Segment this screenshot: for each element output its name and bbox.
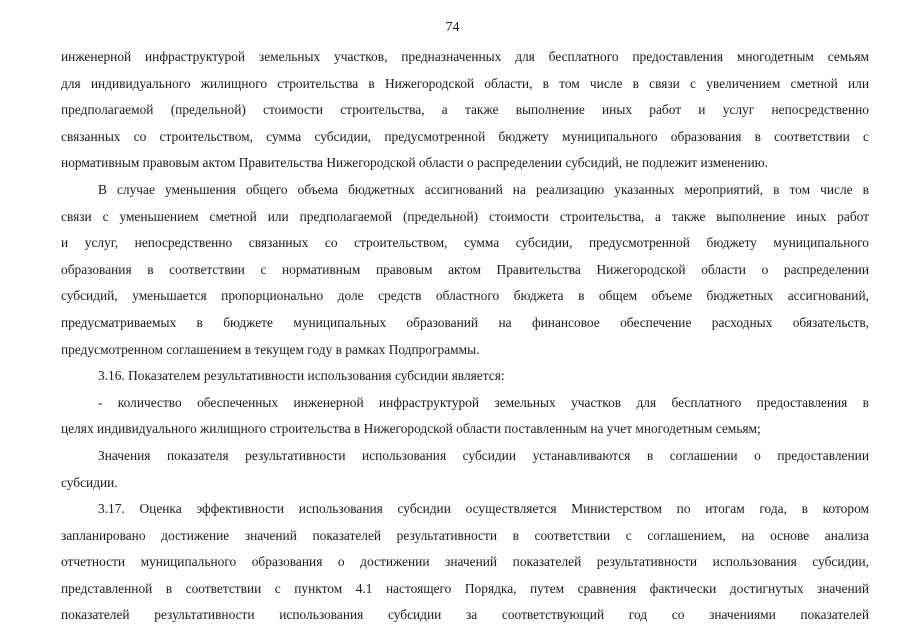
text-line: 3.17. Оценка эффективности использования субсидии осуществляется Министерством по итогам года, в котором: [98, 501, 869, 517]
page-number: 74: [445, 20, 460, 35]
text-line: нормативным правовым актом Правительства Нижегородской области о распределении субсидий, не подлежит изменению.: [61, 155, 768, 171]
text-line: 3.16. Показателем результативности использования субсидии является:: [98, 368, 505, 384]
text-line: запланировано достижение значений показателей результативности в соответствии с соглашением, на основе анализа: [61, 527, 869, 543]
text-line: инженерной инфраструктурой земельных участков, предназначенных для бесплатного предоставления многодетным семьям: [61, 49, 869, 64]
text-line: связи с уменьшением сметной или предполагаемой (предельной) стоимости строительства, а также выполнение иных работ: [61, 208, 869, 224]
text-line: предполагаемой (предельной) стоимости строительства, а также выполнение иных работ и услуг непосредственно: [61, 102, 869, 118]
text-line: В случае уменьшения общего объема бюджетных ассигнований на реализацию указанных мероприятий, в том числе в: [98, 181, 869, 197]
text-line: представленной в соответствии с пунктом 4.1 настоящего Порядка, путем сравнения фактически достигнутых значений: [61, 580, 869, 596]
text-line: предусматриваемых в бюджете муниципальных образований на финансовое обеспечение расходных обязательств,: [61, 314, 869, 330]
text-line: целях индивидуального жилищного строительства в Нижегородской области поставленным на учет многодетным семьям;: [61, 421, 761, 437]
text-line: субсидии.: [61, 474, 118, 490]
text-line: для индивидуального жилищного строительства в Нижегородской области, в том числе в связи с увеличением сметной или: [61, 75, 869, 91]
text-line: отчетности муниципального образования о достижении значений показателей результативности использования субсидии,: [61, 554, 869, 570]
document-body: [61, 44, 869, 629]
text-line: субсидий, уменьшается пропорционально доле средств областного бюджета в общем объеме бюджетных ассигнований,: [61, 288, 869, 304]
text-line: образования в соответствии с нормативным правовым актом Правительства Нижегородской области о распределении: [61, 261, 869, 277]
text-line: - количество обеспеченных инженерной инфраструктурой земельных участков для бесплатного предоставления в: [98, 394, 869, 410]
text-line: предусмотренном соглашением в текущем году в рамках Подпрограммы.: [61, 341, 480, 357]
text-line: связанных со строительством, сумма субсидии, предусмотренной бюджету муниципального образования в соответствии с: [61, 128, 869, 144]
text-line: Значения показателя результативности использования субсидии устанавливаются в соглашении о предоставлении: [98, 447, 869, 463]
text-line: показателей результативности использования субсидии за соответствующий год со значениями показателей: [61, 607, 869, 623]
text-line: и услуг, непосредственно связанных со строительством, сумма субсидии, предусмотренной бюджету муниципального: [61, 235, 869, 251]
